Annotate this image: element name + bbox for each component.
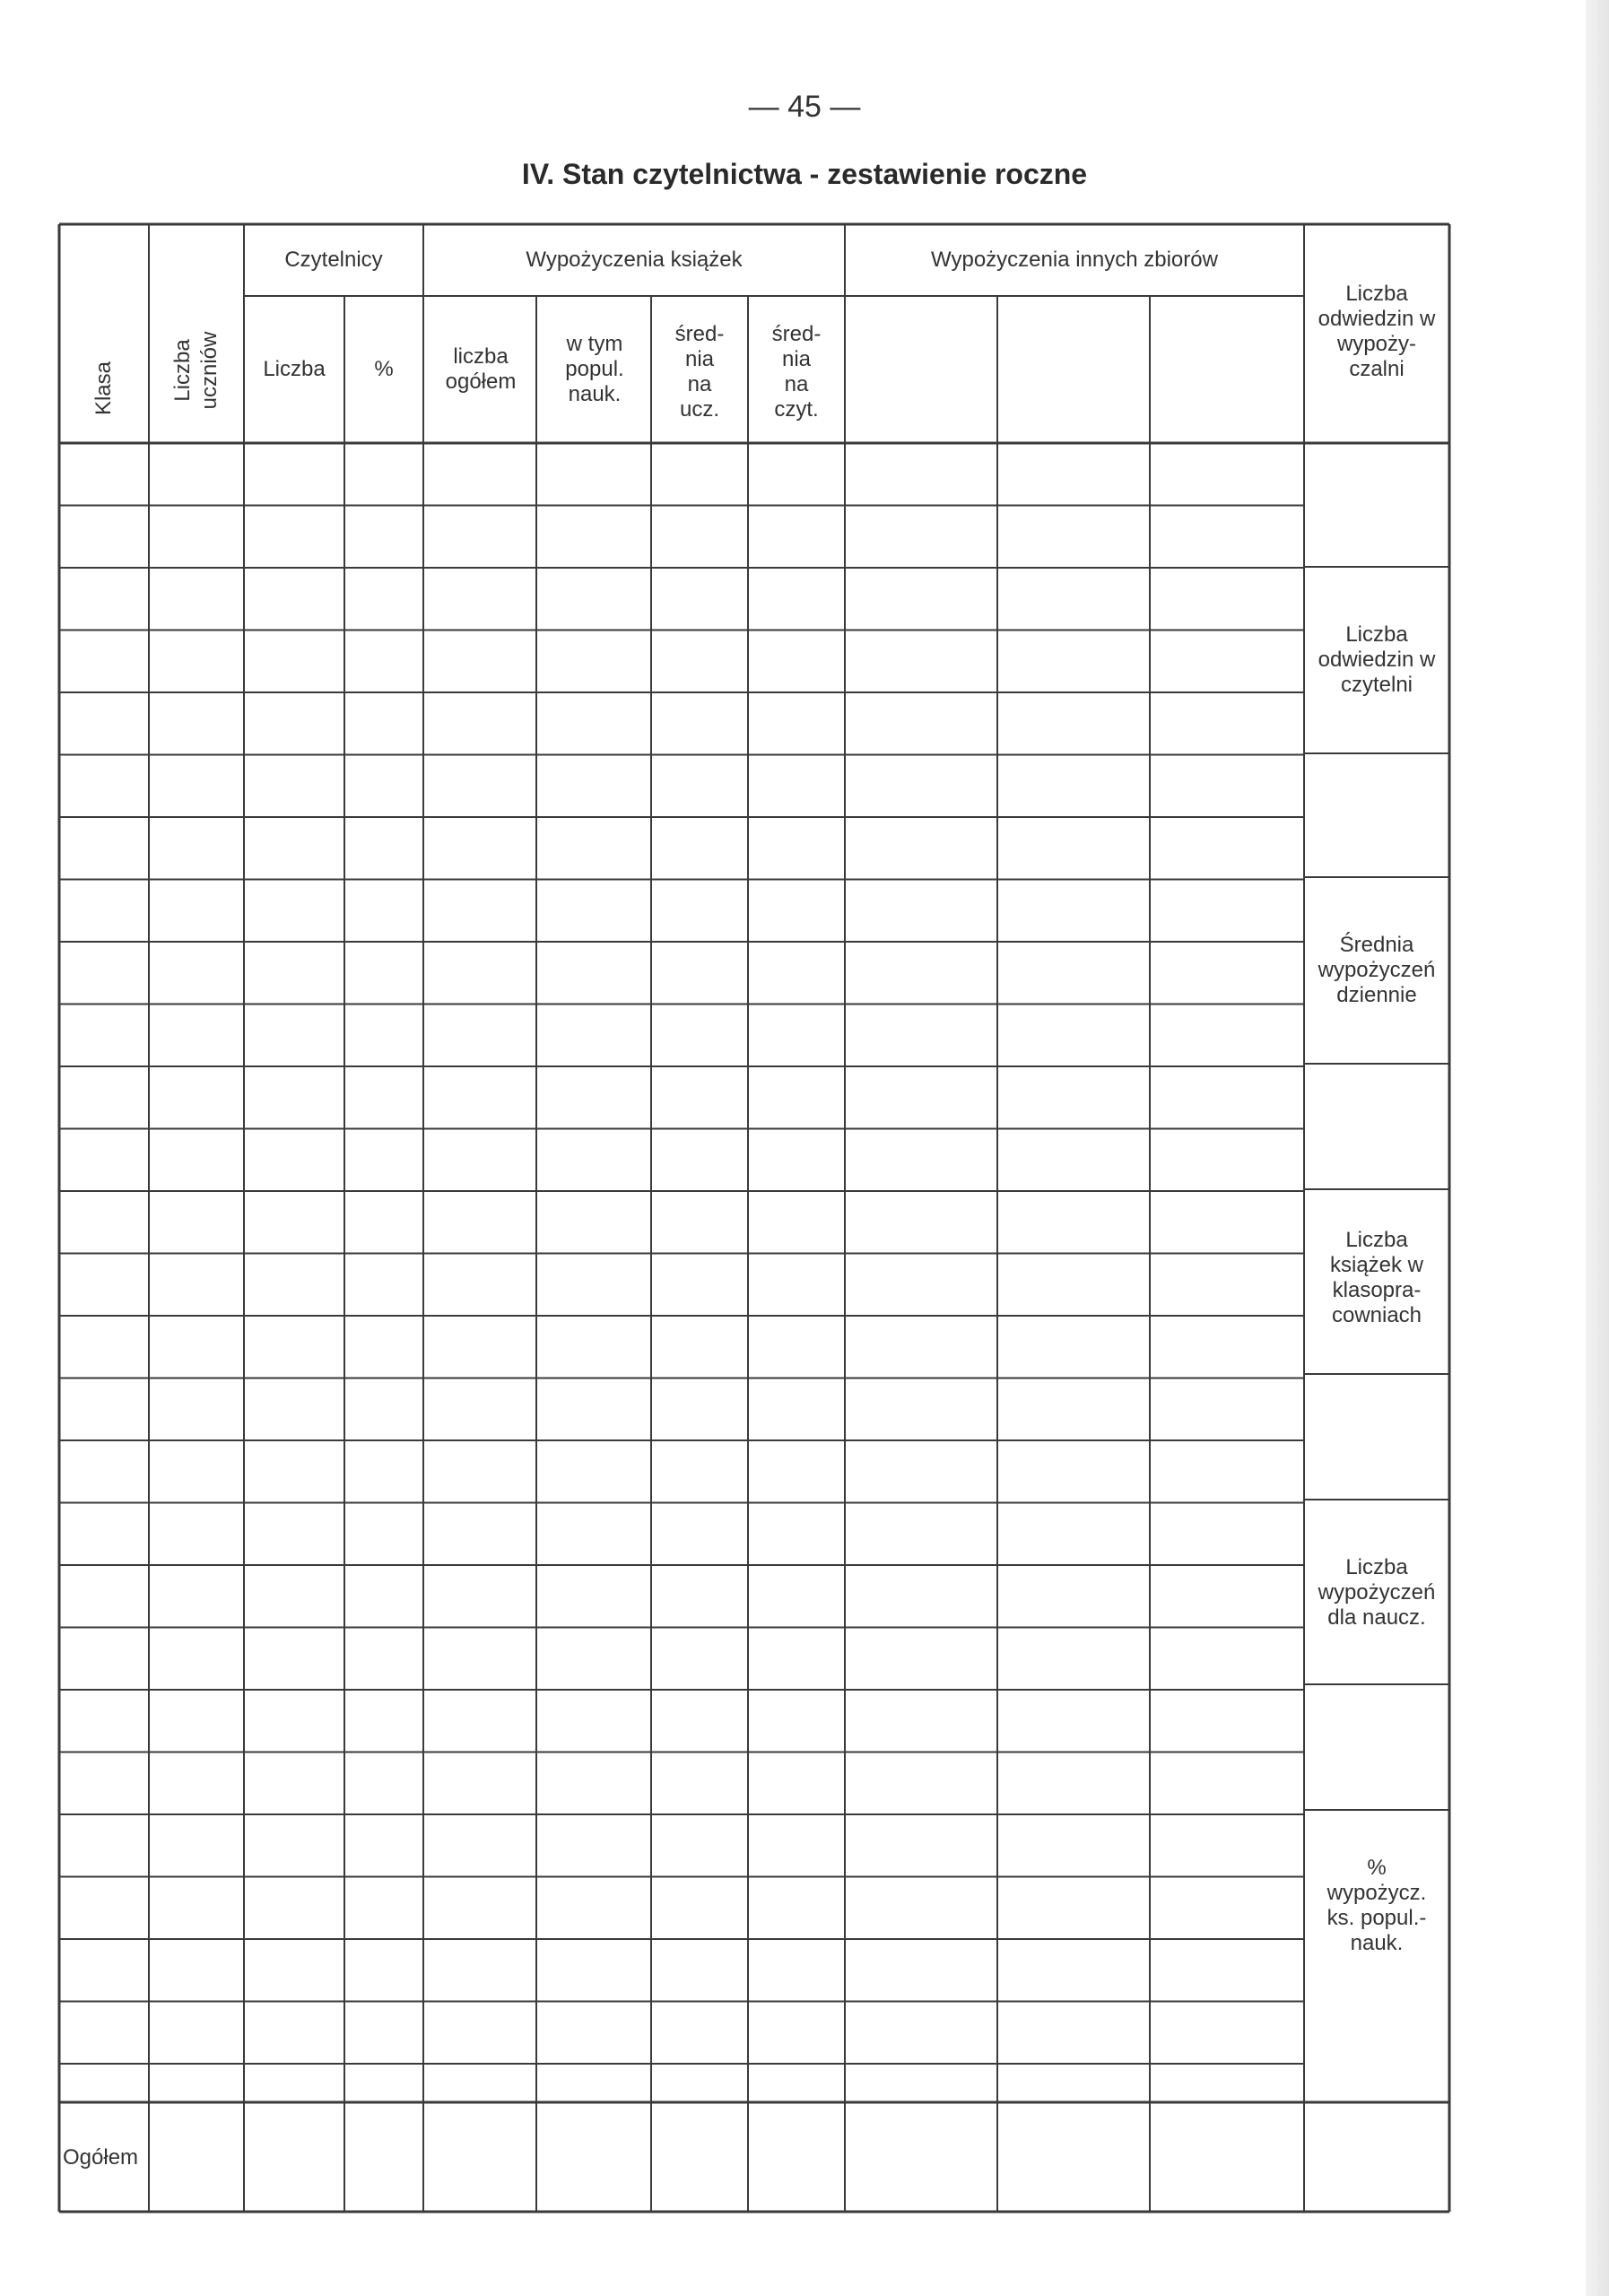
group-header-wypozyczenia-ksiazek: Wypożyczenia książek xyxy=(526,248,743,272)
col-header-klasa: Klasa xyxy=(91,361,116,416)
col-header-liczba-ogolem: liczba ogółem xyxy=(445,344,517,394)
col-header-klasa-cell xyxy=(59,226,149,443)
col-header-liczba-uczniow xyxy=(170,323,223,418)
side-label-procent-popul-nauk: % wypożycz. ks. popul.- nauk. xyxy=(1326,1856,1427,1955)
col-header-srednia-na-ucz: śred- nia na ucz. xyxy=(674,322,725,422)
group-header-wypozyczenia-innych: Wypożyczenia innych zbiorów xyxy=(931,248,1218,272)
page-number: — 45 — xyxy=(748,90,861,124)
side-label-srednia-dziennie: Średnia wypożyczeń dziennie xyxy=(1318,933,1436,1007)
side-label-ksiazki-klasopracownie: Liczba książek w klasopra- cowniach xyxy=(1329,1228,1424,1327)
page-title: IV. Stan czytelnictwa - zestawienie roczne xyxy=(521,158,1088,190)
col-header-procent: % xyxy=(374,357,394,381)
col-header-liczba-uczniow-text: Liczba uczniów xyxy=(170,331,222,410)
side-label-odwiedziny-czytelnia: Liczba odwiedzin w czytelni xyxy=(1318,622,1436,697)
col-header-liczba-uczniow-cell xyxy=(149,226,244,443)
group-header-czytelnicy: Czytelnicy xyxy=(284,248,383,272)
side-label-odwiedziny-wypozyczalnia: Liczba odwiedzin w wypoży- czalni xyxy=(1318,282,1436,381)
side-label-wypozyczenia-nauczyciele: Liczba wypożyczeń dla naucz. xyxy=(1318,1555,1436,1630)
total-row-label: Ogółem xyxy=(63,2145,139,2170)
col-header-srednia-na-czyt: śred- nia na czyt. xyxy=(771,322,822,422)
col-header-liczba: Liczba xyxy=(263,357,326,381)
col-header-w-tym-popul: w tym popul. nauk. xyxy=(565,332,624,406)
